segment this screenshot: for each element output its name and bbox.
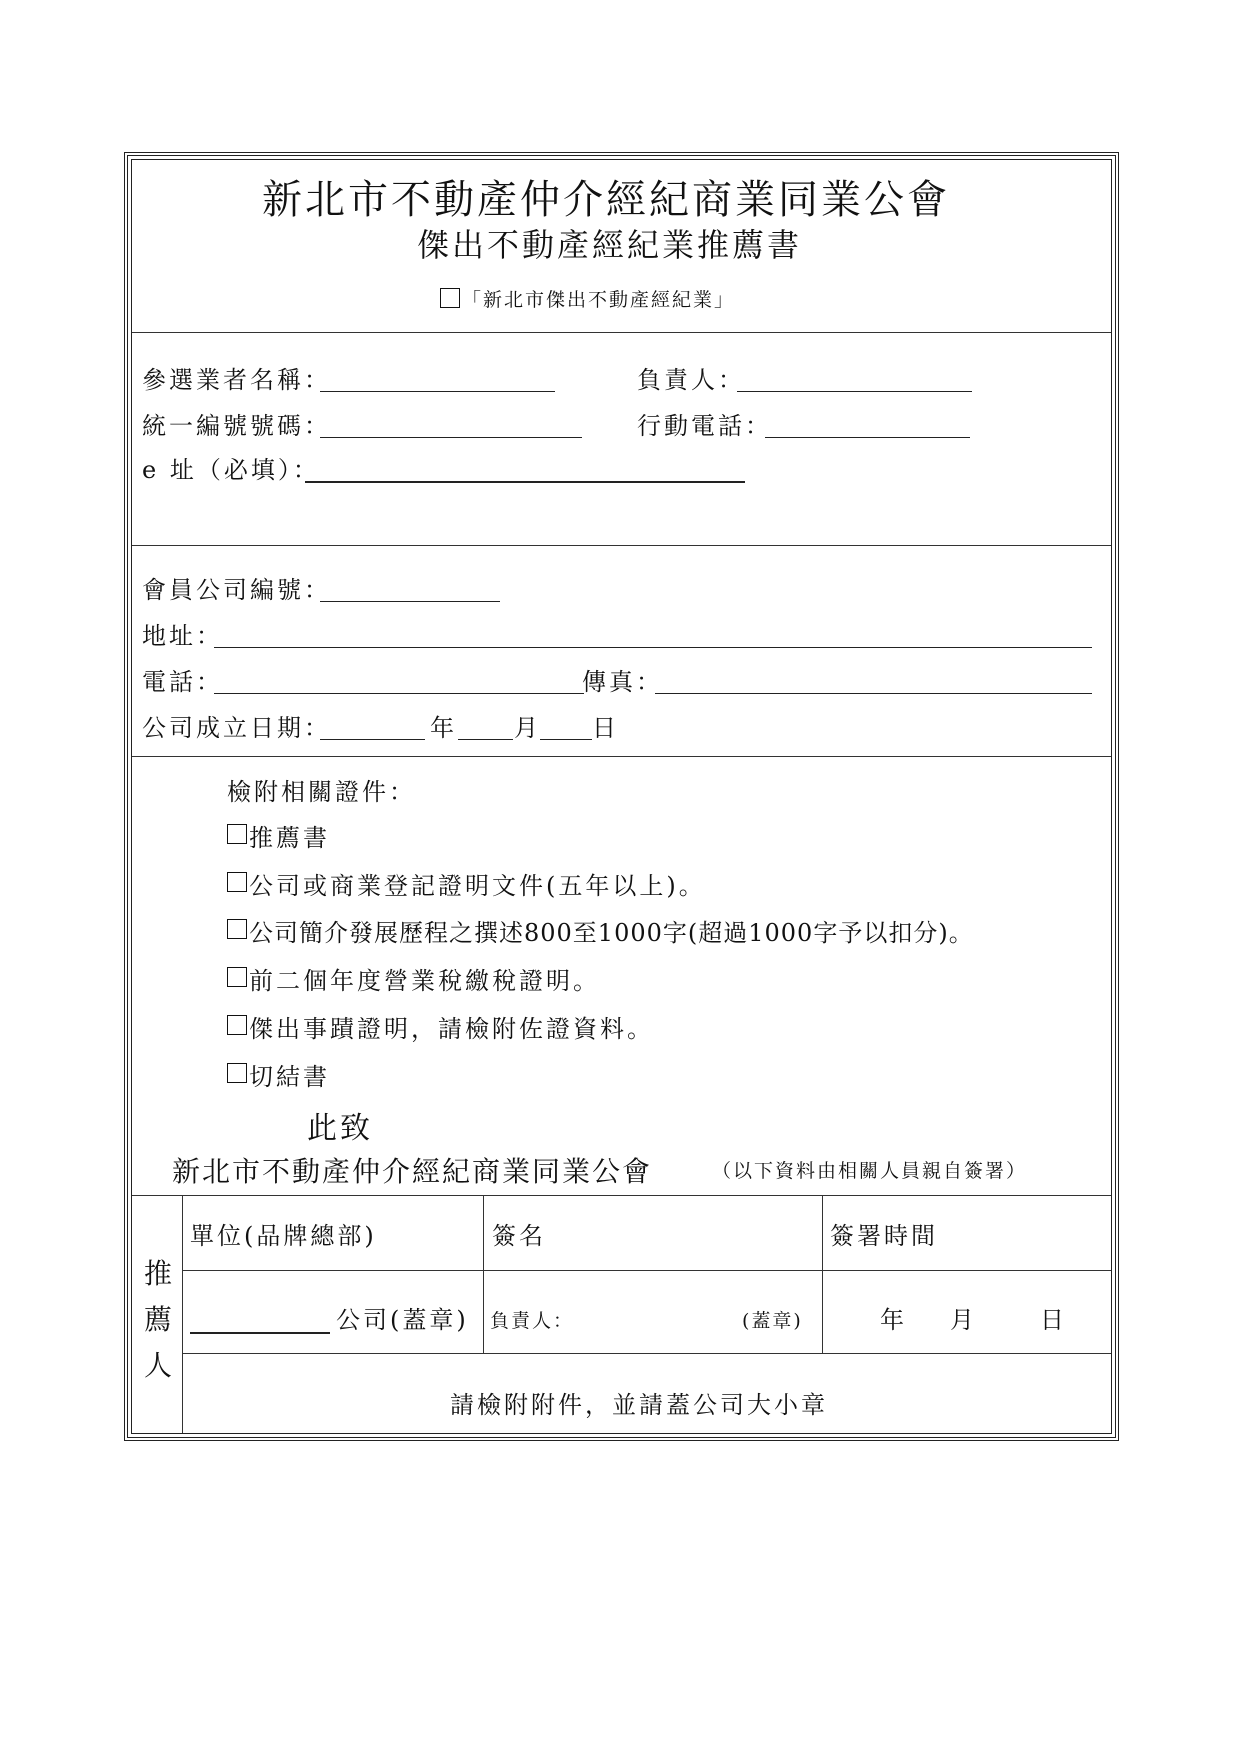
sign-year-label: 年: [880, 1306, 907, 1334]
tax-id-field[interactable]: [320, 437, 582, 438]
mobile-field[interactable]: [765, 437, 970, 438]
footer-note: 請檢附附件，並請蓋公司大小章: [450, 1391, 828, 1419]
fax-label: 傳真：: [582, 668, 663, 696]
form-frame: [124, 152, 1119, 1441]
divider-member: [132, 756, 1111, 757]
phone-label: 電話：: [142, 668, 223, 696]
phone-field[interactable]: [214, 693, 584, 694]
company-name-sign-field[interactable]: [190, 1332, 330, 1334]
category-option-label: 「新北市傑出不動產經紀業」: [462, 289, 736, 311]
table-col-divider-1: [483, 1195, 484, 1353]
attachment-item-4: 前二個年度營業稅繳稅證明。: [249, 967, 600, 995]
attachments-heading: 檢附相關證件：: [227, 778, 416, 806]
company-stamp-label: 公司(蓋章): [336, 1306, 469, 1334]
col-header-unit: 單位(品牌總部): [190, 1222, 377, 1250]
table-body-divider: [182, 1353, 1111, 1354]
side-label-1: 推: [144, 1257, 173, 1290]
attachment-item-3: 公司簡介發展歷程之撰述800至1000字(超過1000字予以扣分)。: [249, 919, 974, 947]
category-checkbox[interactable]: [440, 288, 460, 308]
attachment-checkbox-5[interactable]: [227, 1015, 247, 1035]
email-field[interactable]: [305, 481, 745, 483]
member-no-field[interactable]: [320, 601, 500, 602]
form-inner-border: [131, 159, 1112, 1434]
attachment-checkbox-1[interactable]: [227, 824, 247, 844]
attachment-checkbox-6[interactable]: [227, 1063, 247, 1083]
owner-sign-label: 負責人：: [490, 1310, 575, 1332]
col-header-time: 簽署時間: [830, 1222, 938, 1250]
recipient: 新北市不動產仲介經紀商業同業公會: [172, 1155, 653, 1188]
member-no-label: 會員公司編號：: [142, 576, 331, 604]
form-title: 新北市不動產仲介經紀商業同業公會: [262, 177, 950, 223]
address-field[interactable]: [214, 647, 1092, 648]
signature-note: （以下資料由相關人員親自簽署）: [712, 1160, 1028, 1182]
founded-day-label: 日: [592, 714, 619, 742]
founded-year-field[interactable]: [320, 739, 425, 740]
sign-day-label: 日: [1040, 1306, 1067, 1334]
tax-id-label: 統一編號號碼：: [142, 412, 331, 440]
attachment-checkbox-4[interactable]: [227, 967, 247, 987]
founded-month-label: 月: [514, 714, 541, 742]
attachment-item-5: 傑出事蹟證明，請檢附佐證資料。: [249, 1015, 654, 1043]
address-label: 地址：: [142, 622, 223, 650]
owner-label: 負責人：: [637, 366, 745, 394]
salutation: 此致: [307, 1111, 373, 1146]
founded-year-label: 年: [430, 714, 457, 742]
company-name-label: 參選業者名稱：: [142, 366, 331, 394]
founded-month-field[interactable]: [458, 739, 513, 740]
sign-month-label: 月: [950, 1306, 977, 1334]
side-label-2: 薦: [144, 1303, 173, 1336]
table-col-divider-2: [822, 1195, 823, 1353]
attachment-checkbox-3[interactable]: [227, 919, 247, 939]
fax-field[interactable]: [655, 693, 1092, 694]
divider-applicant: [132, 545, 1111, 546]
form-subtitle: 傑出不動產經紀業推薦書: [417, 226, 803, 264]
attachment-item-1: 推薦書: [249, 824, 330, 852]
mobile-label: 行動電話：: [637, 412, 772, 440]
col-header-signature: 簽名: [492, 1222, 546, 1250]
table-side-divider: [182, 1195, 183, 1433]
owner-stamp-label: (蓋章): [742, 1310, 803, 1332]
attachment-checkbox-2[interactable]: [227, 872, 247, 892]
company-name-field[interactable]: [320, 391, 555, 392]
email-label: e 址（必填）：: [142, 456, 320, 484]
attachment-item-2: 公司或商業登記證明文件(五年以上)。: [249, 872, 706, 900]
divider-header: [132, 332, 1111, 333]
table-header-divider: [182, 1270, 1111, 1271]
attachment-item-6: 切結書: [249, 1063, 330, 1091]
founded-day-field[interactable]: [540, 739, 592, 740]
divider-closing: [132, 1195, 1111, 1196]
side-label-3: 人: [144, 1349, 173, 1382]
owner-field[interactable]: [737, 391, 972, 392]
founded-label: 公司成立日期：: [142, 714, 331, 742]
